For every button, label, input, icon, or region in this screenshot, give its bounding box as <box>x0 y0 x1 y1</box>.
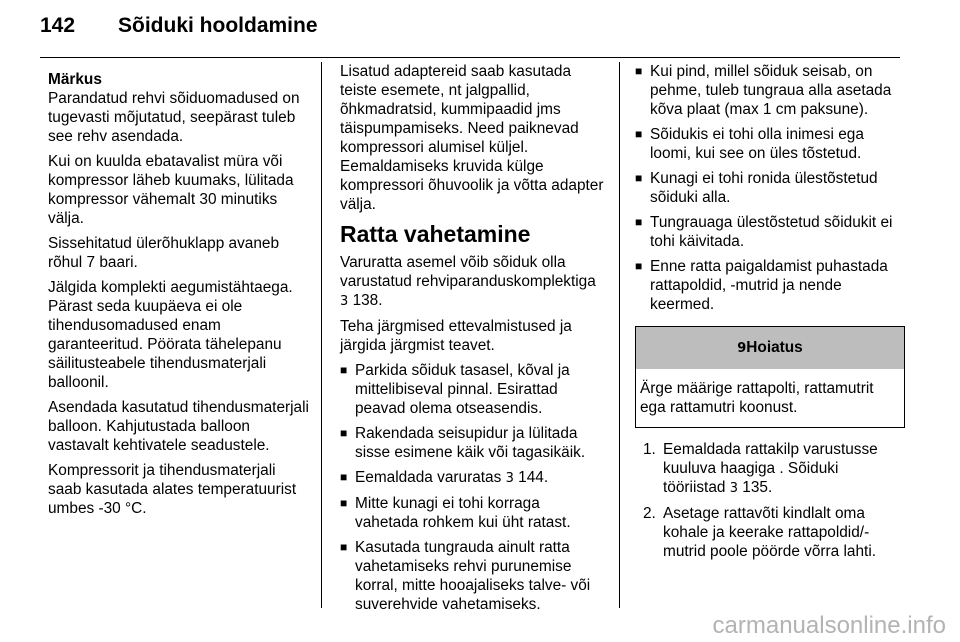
paragraph: Teha järgmised ettevalmistused ja järgida järgmist teavet. <box>340 318 572 354</box>
numbered-step <box>635 440 905 498</box>
warning-title: Hoiatus <box>746 339 803 356</box>
column-divider <box>321 62 322 608</box>
list-item-text: Mitte kunagi ei tohi korraga vahetada rohkem kui üht ratast. <box>355 495 571 531</box>
numbered-step <box>635 504 905 561</box>
note-title: Märkus <box>48 71 102 88</box>
list-item: ■ Kui pind, millel sõiduk seisab, on pehme, tuleb tungraua alla asetada kõva plaat (max 1 cm paksune). <box>635 62 905 119</box>
cross-reference-icon: 3 <box>505 471 514 486</box>
list-item-text: Kasutada tungrauda ainult ratta vahetamiseks rehvi purunemise korral, mitte hooajaliseks talve- või suverehvide vahetamiseks. <box>355 539 591 613</box>
section-heading: Ratta vahetamine <box>340 221 531 247</box>
page-header <box>40 14 318 46</box>
page-number: 142 <box>40 14 76 37</box>
warning-header <box>636 327 904 369</box>
list-item: ■ Kunagi ei tohi ronida ülestõstetud sõiduki alla. <box>635 169 905 207</box>
list-item <box>340 424 605 462</box>
list-item <box>340 468 605 488</box>
column-divider <box>619 62 620 608</box>
paragraph: Kui on kuulda ebatavalist müra või kompressor läheb kuumaks, lülitada kompressor vähemalt 30 minutiks välja. <box>48 153 294 227</box>
page-reference[interactable]: 135. <box>742 479 773 496</box>
page-reference[interactable]: 144. <box>518 469 549 486</box>
cross-reference-icon: 3 <box>340 294 349 309</box>
column-left <box>48 62 310 524</box>
page-reference[interactable]: 138. <box>352 292 383 309</box>
list-item-text: Eemaldada varuratas <box>355 469 506 486</box>
paragraph: Lisatud adaptereid saab kasutada teiste esemete, nt jalgpallid, õhkmadratsid, kummipaadid jms täispumpamiseks. Need paiknevad kompressori alumisel küljel. Eemaldamiseks kruvida külge kompressori õhuvoolik ja võtta adapter välja. <box>340 63 604 213</box>
bullet-list <box>340 361 605 614</box>
paragraph: Asendada kasutatud tihendusmaterjali balloon. Kahjutustada balloon vastavalt kehtivatele seadustele. <box>48 399 309 454</box>
column-right <box>635 62 905 567</box>
list-item <box>340 361 605 418</box>
paragraph: Jälgida komplekti aegumistähtaega. Pärast seda kuupäeva ei ole tihendusomadused enam garanteeritud. Pöörata tähelepanu säilitusteabele tihendusmaterjali balloonil. <box>48 279 293 391</box>
step-text: Asetage rattavõti kindlalt oma kohale ja keerake rattapoldid/-mutrid poole pöörde võrra lahti. <box>663 505 877 560</box>
list-item: ■ Sõidukis ei tohi olla inimesi ega loomi, kui see on üles tõstetud. <box>635 125 905 163</box>
list-item: ■ Tungrauaga ülestõstetud sõidukit ei tohi käivitada. <box>635 213 905 251</box>
paragraph: Kompressorit ja tihendusmaterjali saab kasutada alates temperatuurist umbes -30 °C. <box>48 462 297 517</box>
list-item-text: Rakendada seisupidur ja lülitada sisse esimene käik või tagasikäik. <box>355 425 586 461</box>
page-title: Sõiduki hooldamine <box>118 14 318 37</box>
numbered-list <box>635 440 905 561</box>
watermark: carmanualsonline.info <box>712 612 946 639</box>
step-number: 2. <box>643 505 656 522</box>
paragraph: Sissehitatud ülerõhuklapp avaneb rõhul 7 baari. <box>48 235 280 271</box>
warning-icon: 9 <box>737 341 747 356</box>
warning-body: Ärge määrige rattapolti, rattamutrit ega rattamutri koonust. <box>640 380 874 416</box>
bullet-list <box>635 62 905 314</box>
list-item-text: Parkida sõiduk tasasel, kõval ja mittelibiseval pinnal. Esirattad peavad olema otseasendis. <box>355 362 570 417</box>
paragraph <box>340 253 605 311</box>
warning-box <box>635 326 905 428</box>
cross-reference-icon: 3 <box>729 481 739 496</box>
column-middle <box>340 62 605 620</box>
step-text: Eemaldada rattakilp varustusse kuuluva haagiga . Sõiduki tööriistad <box>663 441 878 496</box>
list-item: ■ Enne ratta paigaldamist puhastada rattapoldid, -mutrid ja nende keermed. <box>635 257 905 314</box>
header-rule <box>40 57 900 58</box>
paragraph: Parandatud rehvi sõiduomadused on tugevasti mõjutatud, seepärast tuleb see rehv asendada. <box>48 90 300 145</box>
list-item <box>340 538 605 614</box>
step-number: 1. <box>643 441 656 458</box>
list-item <box>340 494 605 532</box>
paragraph-text: Varuratta asemel võib sõiduk olla varustatud rehviparanduskomplektiga <box>340 254 596 290</box>
